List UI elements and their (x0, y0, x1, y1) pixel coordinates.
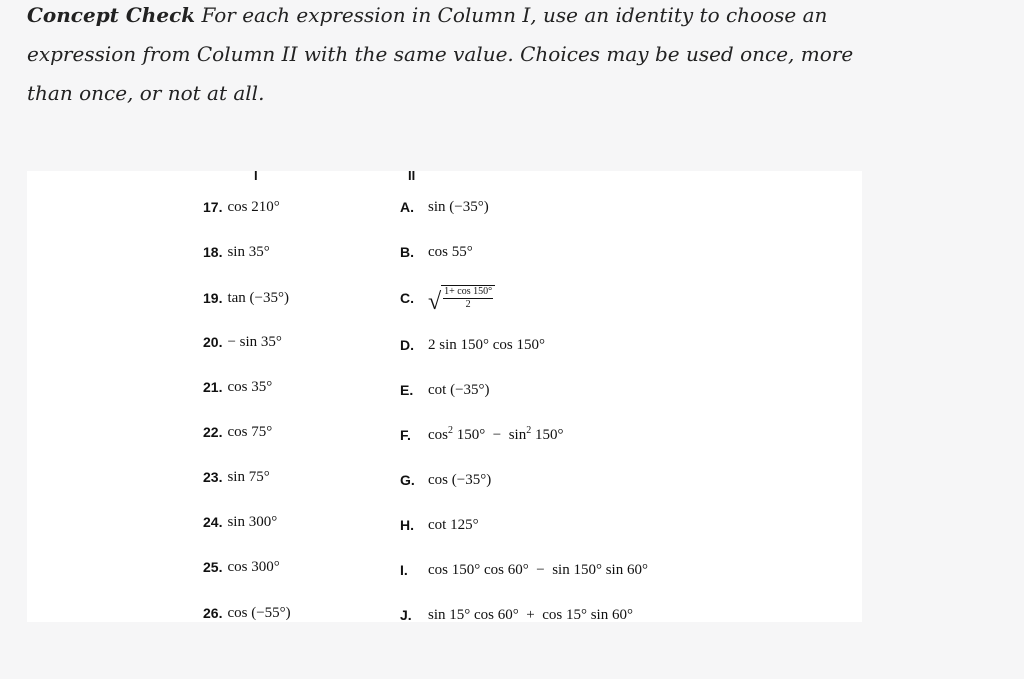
item-number: 24. (203, 514, 223, 530)
expr-part: cos (428, 426, 448, 443)
choice-letter: F. (400, 427, 411, 443)
instructions-text: For each expression in Column I, use an identity to choose an expression from Column II with the same value. Choices may be used once, more than once, or not at all. (27, 3, 854, 105)
choice-letter: E. (400, 382, 414, 398)
choice-letter: D. (400, 337, 414, 353)
column-two-choice-d (400, 335, 545, 355)
item-number: 17. (203, 199, 223, 215)
choice-expression (428, 424, 564, 444)
radicand (441, 285, 495, 310)
expr-part: 150° (531, 426, 564, 443)
choice-letter: G. (400, 472, 415, 488)
choice-expression: sin 15° cos 60° + cos 15° sin 60° (428, 606, 633, 623)
column-one-item-22 (203, 422, 272, 442)
choice-expression: cos 150° cos 60° − sin 150° sin 60° (428, 561, 648, 578)
column-one-item-23 (203, 467, 270, 487)
choice-expression: sin (−35°) (428, 198, 489, 215)
choice-expression: cos (−35°) (428, 471, 492, 488)
choice-letter: A. (400, 199, 414, 215)
concept-check-heading: Concept Check (27, 3, 196, 27)
column-two-choice-b (400, 242, 473, 262)
choice-letter: I. (400, 562, 408, 578)
item-expression: cos 35° (227, 378, 273, 395)
column-one-item-24 (203, 512, 277, 532)
column-two-choice-f (400, 425, 563, 445)
item-expression: sin 300° (227, 513, 278, 530)
item-expression: cos (−55°) (227, 604, 291, 621)
matching-exercise-panel (27, 168, 862, 623)
column-one-item-19 (203, 288, 289, 308)
item-expression: sin 75° (227, 468, 270, 485)
column-two-choice-e (400, 380, 490, 400)
item-number: 19. (203, 290, 223, 306)
item-number: 22. (203, 424, 223, 440)
choice-expression: cot (−35°) (428, 381, 490, 398)
column-two-choice-a (400, 197, 489, 217)
item-expression: cos 300° (227, 558, 280, 575)
item-number: 23. (203, 469, 223, 485)
choice-letter: C. (400, 290, 414, 306)
column-one-item-18 (203, 242, 270, 262)
column-one-item-21 (203, 377, 272, 397)
column-two-choice-h (400, 515, 479, 535)
choice-expression: cos 55° (428, 243, 473, 260)
instructions-paragraph (27, 0, 867, 113)
square-root-expression (428, 285, 495, 315)
item-number: 18. (203, 244, 223, 260)
fraction-numerator: 1+ cos 150° (444, 285, 493, 297)
column-one-item-26 (203, 603, 291, 623)
exponent: 2 (526, 424, 532, 436)
column-one-item-25 (203, 557, 280, 577)
column-one-item-20 (203, 332, 282, 352)
expr-part: 150° − sin (453, 426, 527, 443)
column-two-choice-i (400, 560, 648, 580)
choice-expression: 2 sin 150° cos 150° (428, 336, 545, 353)
item-expression: cos 75° (227, 423, 273, 440)
column-two-choice-j (400, 605, 633, 625)
item-number: 21. (203, 379, 223, 395)
choice-letter: B. (400, 244, 414, 260)
item-expression: cos 210° (227, 198, 280, 215)
item-number: 26. (203, 605, 223, 621)
exponent: 2 (448, 424, 453, 436)
column-two-header: II (408, 168, 416, 183)
item-number: 20. (203, 334, 223, 350)
item-number: 25. (203, 559, 223, 575)
choice-letter: H. (400, 517, 414, 533)
radical-sign-icon: √ (428, 289, 442, 315)
item-expression: − sin 35° (227, 333, 282, 350)
choice-letter: J. (400, 607, 412, 623)
item-expression: sin 35° (227, 243, 270, 260)
item-expression: tan (−35°) (227, 289, 289, 306)
column-one-header: I (254, 168, 258, 183)
choice-expression: cot 125° (428, 516, 479, 533)
column-two-choice-c (400, 284, 495, 315)
column-one-item-17 (203, 197, 280, 217)
fraction-denominator: 2 (465, 298, 471, 310)
column-two-choice-g (400, 470, 491, 490)
